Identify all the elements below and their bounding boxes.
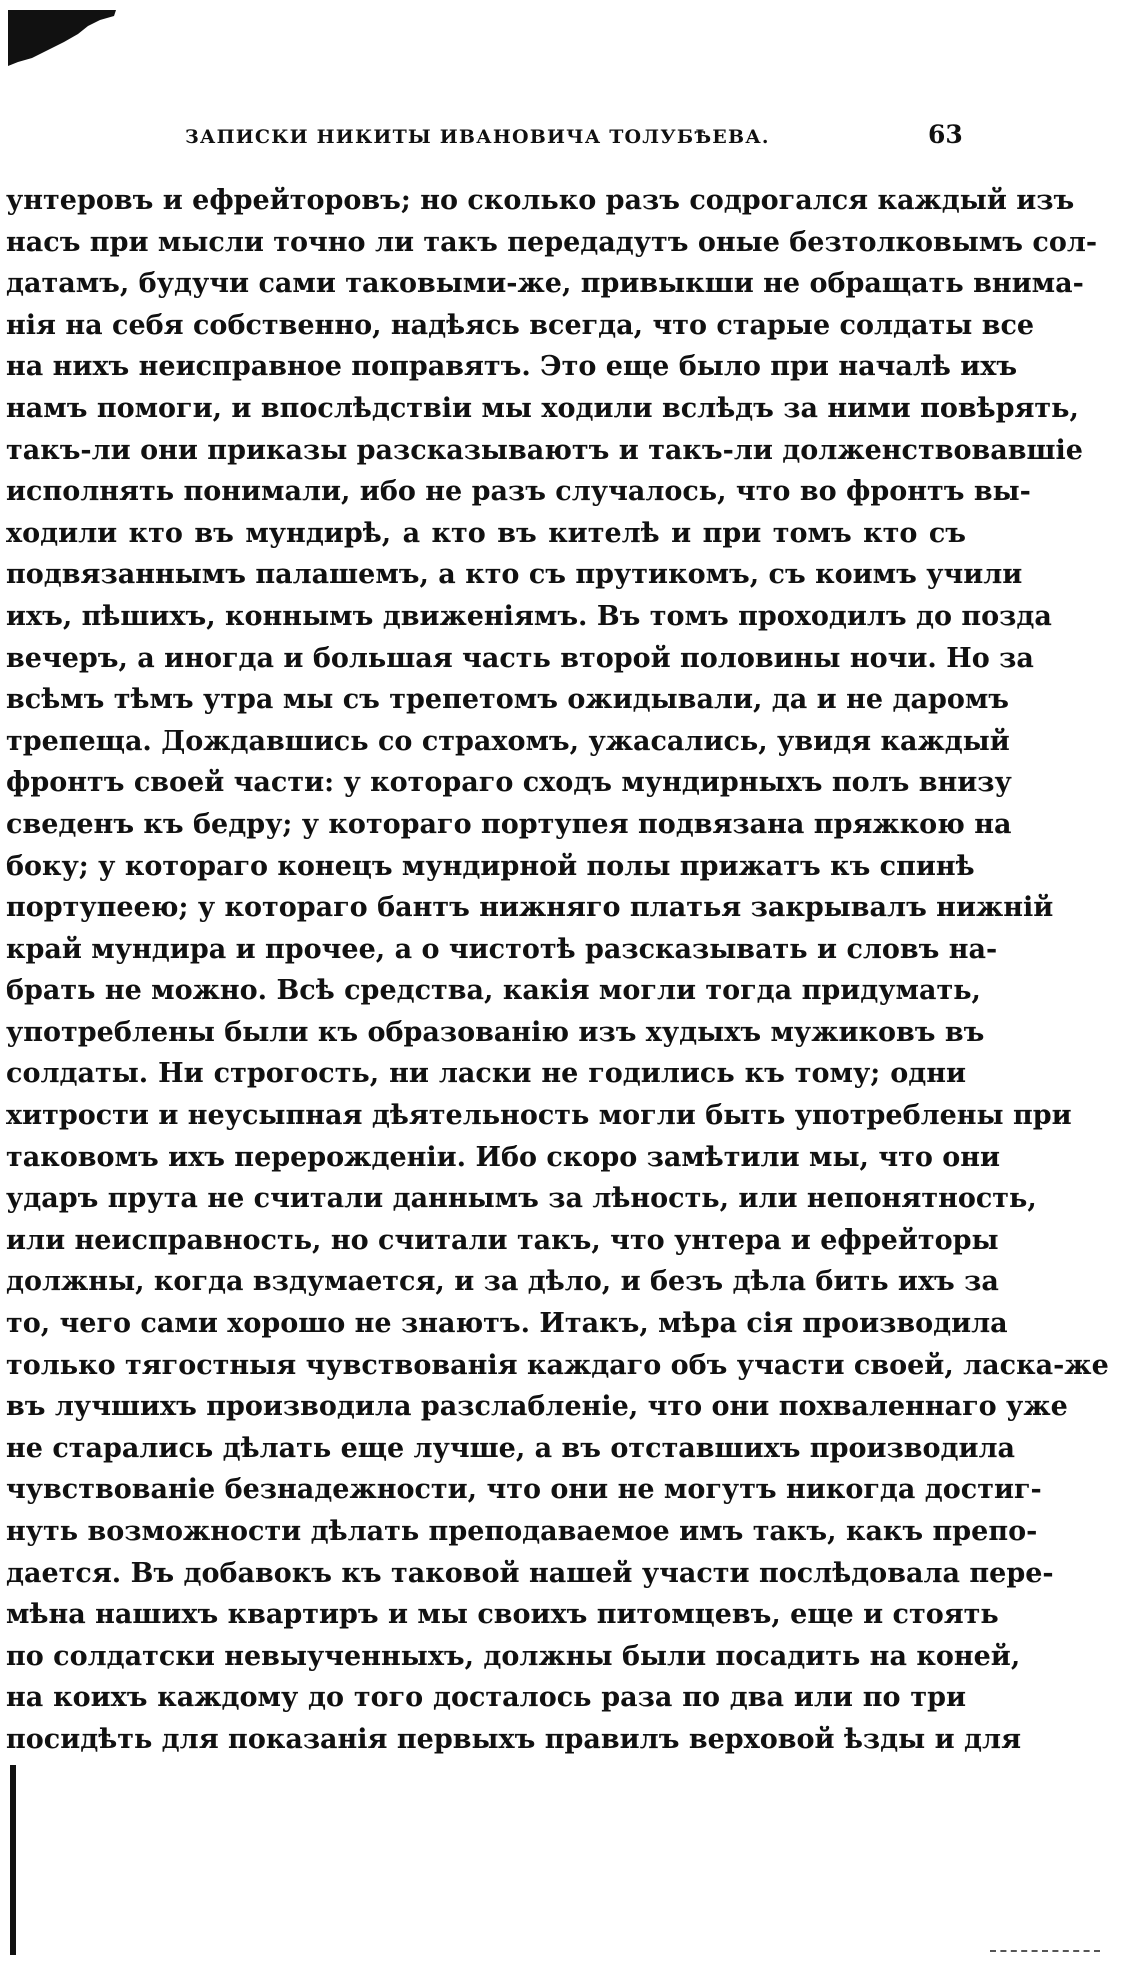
text-line: трепеща. Дождавшись со страхомъ, ужасались, увидя каждый bbox=[6, 725, 1010, 757]
text-line: унтеровъ и ефрейторовъ; но сколько разъ содрогался каждый изъ bbox=[6, 185, 1075, 216]
text-line: въ лучшихъ производила разслабленіе, что они похваленнаго уже bbox=[6, 1391, 1068, 1423]
text-line: дается. Въ добавокъ къ таковой нашей участи послѣдовала пере- bbox=[6, 1557, 1054, 1589]
text-line: фронтъ своей части: у котораго сходъ мундирныхъ полъ внизу bbox=[6, 767, 1012, 799]
text-line: мѣна нашихъ квартиръ и мы своихъ питомцевъ, еще и стоять bbox=[6, 1599, 999, 1631]
text-line: то, чего сами хорошо не знаютъ. Итакъ, мѣра сія производила bbox=[6, 1308, 1008, 1340]
text-line: хитрости и неусыпная дѣятельность могли быть употреблены при bbox=[6, 1100, 1072, 1132]
text-line: чувствованіе безнадежности, что они не могутъ никогда достиг- bbox=[6, 1474, 1042, 1506]
scan-artifact-dots bbox=[990, 1950, 1100, 1954]
text-line: такъ-ли они приказы разсказываютъ и такъ-ли долженствовавшіе bbox=[6, 434, 1083, 466]
text-line: вечеръ, а иногда и большая часть второй половины ночи. Но за bbox=[6, 642, 1034, 674]
text-line: солдаты. Ни строгость, ни ласки не годились къ тому; одни bbox=[6, 1058, 966, 1090]
text-line: на коихъ каждому до того досталось раза по два или по три bbox=[6, 1682, 966, 1714]
text-line: намъ помоги, и впослѣдствіи мы ходили вслѣдъ за ними повѣрять, bbox=[6, 392, 1079, 424]
text-line: подвязаннымъ палашемъ, а кто съ прутикомъ, съ коимъ учили bbox=[6, 559, 1023, 591]
text-line: не старались дѣлать еще лучше, а въ отставшихъ производила bbox=[6, 1432, 1016, 1464]
text-line: или неисправность, но считали такъ, что унтера и ефрейторы bbox=[6, 1224, 999, 1256]
text-line: только тягостныя чувствованія каждаго объ участи своей, ласка-же bbox=[6, 1349, 1109, 1381]
text-line: насъ при мысли точно ли такъ передадутъ оные безтолковымъ сол- bbox=[6, 226, 1098, 258]
text-line: сведенъ къ бедру; у котораго портупея подвязана пряжкою на bbox=[6, 808, 1012, 840]
text-line: по солдатски невыученныхъ, должны были посадить на коней, bbox=[6, 1640, 1021, 1672]
text-line: должны, когда вздумается, и за дѣло, и безъ дѣла бить ихъ за bbox=[6, 1266, 999, 1298]
text-line: ходили кто въ мундирѣ, а кто въ кителѣ и при томъ кто съ bbox=[6, 517, 966, 549]
scan-artifact-bar bbox=[10, 1765, 16, 1955]
text-line: край мундира и прочее, а о чистотѣ разсказывать и словъ на- bbox=[6, 933, 998, 965]
text-line: употреблены были къ образованію изъ худыхъ мужиковъ въ bbox=[6, 1016, 985, 1048]
text-line: таковомъ ихъ перерожденіи. Ибо скоро замѣтили мы, что они bbox=[6, 1141, 1001, 1173]
text-line: на нихъ неисправное поправятъ. Это еще было при началѣ ихъ bbox=[6, 351, 1018, 383]
text-line: нуть возможности дѣлать преподаваемое имъ такъ, какъ препо- bbox=[6, 1516, 1038, 1547]
text-line: ихъ, пѣшихъ, коннымъ движеніямъ. Въ томъ проходилъ до позда bbox=[6, 600, 1052, 632]
body-text bbox=[6, 180, 1109, 1761]
text-line: нія на себя собственно, надѣясь всегда, что старые солдаты все bbox=[6, 309, 1035, 341]
text-line: исполнять понимали, ибо не разъ случалось, что во фронтъ вы- bbox=[6, 476, 1031, 508]
text-line: боку; у котораго конецъ мундирной полы прижатъ къ спинѣ bbox=[6, 850, 975, 882]
running-title: ЗАПИСКИ НИКИТЫ ИВАНОВИЧА ТОЛУБѢЕВА. bbox=[185, 126, 770, 148]
text-line: ударъ прута не считали даннымъ за лѣность, или непонятность, bbox=[6, 1183, 1037, 1215]
scan-artifact-mark bbox=[8, 10, 116, 66]
text-line: посидѣть для показанія первыхъ правилъ верховой ѣзды и для bbox=[6, 1723, 1022, 1755]
text-line: портупеею; у котораго бантъ нижняго платья закрывалъ нижній bbox=[6, 892, 1054, 924]
text-line: всѣмъ тѣмъ утра мы съ трепетомъ ожидывали, да и не даромъ bbox=[6, 684, 1009, 716]
page-number: 63 bbox=[928, 120, 963, 149]
text-line: датамъ, будучи сами таковыми-же, привыкши не обращать внима- bbox=[6, 268, 1084, 300]
text-line: брать не можно. Всѣ средства, какія могли тогда придумать, bbox=[6, 975, 981, 1007]
